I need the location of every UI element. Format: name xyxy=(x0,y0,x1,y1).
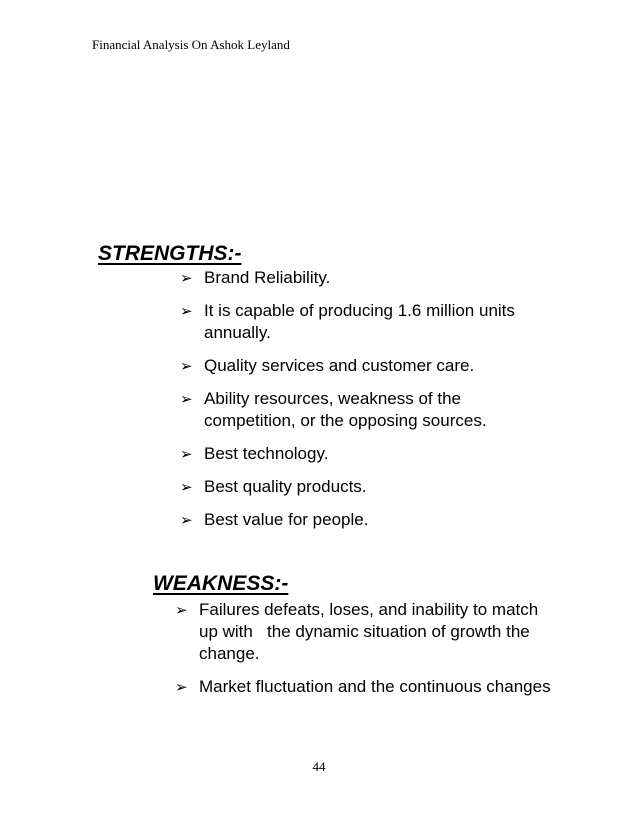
list-item xyxy=(175,676,555,698)
list-item-text: Best value for people. xyxy=(204,510,369,529)
arrowhead-bullet-icon: ➢ xyxy=(180,478,193,496)
list-item-text: Quality services and customer care. xyxy=(204,356,475,375)
list-item xyxy=(180,388,540,432)
list-item-text: Failures defeats, loses, and inability to match up with the dynamic situation of growth the change. xyxy=(199,600,543,663)
list-item xyxy=(180,355,540,377)
page-number: 44 xyxy=(312,759,326,774)
weakness-list xyxy=(175,599,555,709)
strengths-heading: STRENGTHS:- xyxy=(98,242,242,265)
arrowhead-bullet-icon: ➢ xyxy=(180,269,193,287)
list-item-text: It is capable of producing 1.6 million units annually. xyxy=(204,301,515,342)
arrowhead-bullet-icon: ➢ xyxy=(180,511,193,529)
list-item xyxy=(175,599,555,665)
list-item xyxy=(180,267,540,289)
arrowhead-bullet-icon: ➢ xyxy=(175,601,188,619)
list-item xyxy=(180,300,540,344)
arrowhead-bullet-icon: ➢ xyxy=(175,678,188,696)
strengths-list xyxy=(180,267,540,542)
weakness-heading: WEAKNESS:- xyxy=(153,572,289,595)
running-header: Financial Analysis On Ashok Leyland xyxy=(92,37,290,52)
arrowhead-bullet-icon: ➢ xyxy=(180,390,193,408)
list-item xyxy=(180,476,540,498)
list-item xyxy=(180,509,540,531)
list-item xyxy=(180,443,540,465)
list-item-text: Best quality products. xyxy=(204,477,367,496)
arrowhead-bullet-icon: ➢ xyxy=(180,357,193,375)
list-item-text: Best technology. xyxy=(204,444,329,463)
list-item-text: Market fluctuation and the continuous changes xyxy=(199,677,551,696)
arrowhead-bullet-icon: ➢ xyxy=(180,445,193,463)
list-item-text: Ability resources, weakness of the competition, or the opposing sources. xyxy=(204,389,487,430)
list-item-text: Brand Reliability. xyxy=(204,268,331,287)
arrowhead-bullet-icon: ➢ xyxy=(180,302,193,320)
